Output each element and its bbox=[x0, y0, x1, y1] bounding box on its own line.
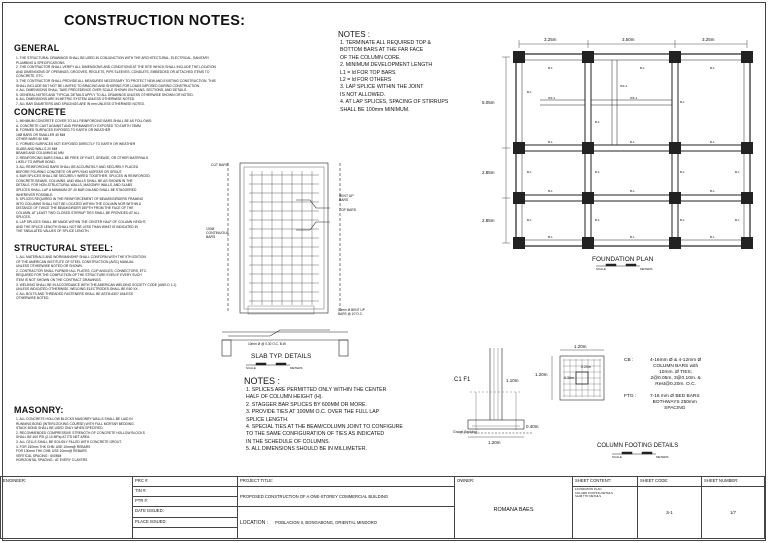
text-line: L1 = ld FOR TOP BARS bbox=[340, 69, 396, 76]
text-line: 2. RECOMMENDED COMPRESSIVE STRENGTH OF CONCRETE HOLLOW BLOCKS bbox=[16, 430, 145, 435]
date-issued-label: DATE ISSUED: bbox=[135, 508, 164, 514]
tin-cell bbox=[133, 487, 238, 497]
text-line: 2. STAGGER BAR SPLICES BY 600MM OR MORE. bbox=[246, 401, 367, 408]
text-line: SHALL BE 100mm MINIMUM. bbox=[340, 106, 410, 113]
prc-cell bbox=[133, 477, 238, 487]
text-line: PLUMBING & SPECIFICATIONS. bbox=[16, 60, 66, 65]
tin-label: TIN #: bbox=[135, 488, 147, 494]
column-footing-section bbox=[460, 348, 532, 437]
beam-tag: B-1 bbox=[710, 140, 715, 144]
text-line: 2@0.05m, 3@0.10m. & bbox=[650, 376, 701, 381]
text-line: UNLESS INDICATED OTHERWISE. WELDING ELECTRODES SHALL BE E60 XX. bbox=[16, 287, 139, 292]
text-line: BEFORE POURING CONCRETE OR APPLYING MORTAR OR GROUT. bbox=[16, 169, 123, 174]
beam-tag: B-1 bbox=[680, 170, 685, 174]
foundation-scale-label: SCALE bbox=[596, 267, 606, 271]
beam-tag: B-1 bbox=[710, 189, 715, 193]
beam-tag: B-1 bbox=[548, 235, 553, 239]
dim-top-3: 3.25m bbox=[702, 37, 715, 42]
text-line: BOTTOM BARS AT THE FAR FACE bbox=[340, 47, 424, 54]
text-line: 5. ALL DIMENSIONS SHOULD BE IN MILLIMETER. bbox=[246, 446, 367, 453]
text-line: SHALL INCLUDE BUT NOT BE LIMITED TO BRACING AND SHORING FOR LOADS IMPOSED DURING CONSTRUCTION. bbox=[16, 83, 200, 88]
text-line: INTO COLUMNS SHALL NOT BE LOCATED WITHIN THE COLUMN NOR WITHIN A bbox=[16, 201, 141, 206]
beam-tag: B-1 bbox=[595, 170, 600, 174]
column-footing-title: COLUMN FOOTING DETAILS bbox=[597, 443, 679, 449]
beam-tag: B-1 bbox=[710, 235, 715, 239]
text-line: 3. LAP SPLICE WITHIN THE JOINT bbox=[340, 84, 424, 91]
text-line: THE TABULATED VALUES OF SPLICE LENGTH. bbox=[16, 229, 90, 234]
text-line: HORIZONTAL SPACING : AT EVERY 3 LAYERS bbox=[16, 458, 88, 463]
beam-tag: B-1 bbox=[527, 218, 532, 222]
text-line: 7. ALL BAR DIAMETERS AND SPACINGS ARE IN mm UNLESS OTHERWISE NOTED. bbox=[16, 101, 145, 106]
text-line: CONCRETE BEAMS, COLUMNS, AND WALLS SHALL BE AS SHOWN IN THE bbox=[16, 178, 133, 183]
text-line: 4. SPECIAL TIES AT THE BEAM/COLUMN JOINT TO CONFIGURE bbox=[246, 424, 403, 431]
beam-tag: B-1 bbox=[630, 140, 635, 144]
text-line: 2. REINFORCING BARS SHALL BE FREE OF RUST, GREASE, OR OTHER MATERIALS bbox=[16, 155, 149, 160]
beam-tag: B-1 bbox=[527, 90, 532, 94]
text-line: CONCRETE, ETC. bbox=[16, 74, 44, 79]
column-footing-plan bbox=[552, 350, 604, 400]
text-line: 2. CONTRACTOR SHALL FURNISH ALL PLATES, CLIP ANGLES, CONNECTORS, ETC. bbox=[16, 268, 148, 273]
beam-tag: B-1 bbox=[735, 170, 740, 174]
text-line: ITEM IS NOT SHOWN ON THE CONTRACT DRAWINGS. bbox=[16, 277, 102, 282]
text-line: OF THE AMERICAN INSTITUTE OF STEEL CONSTRUCTION (AISC) MANUAL bbox=[16, 259, 134, 264]
structural-steel-heading: STRUCTURAL STEEL: bbox=[14, 243, 114, 253]
support-bars-label: 10mm Ø BENT UP BARS @ 10"O.C. bbox=[338, 308, 365, 316]
dim-top-2: 3.50m bbox=[622, 37, 635, 42]
engineer-label: ENGINEER: bbox=[3, 478, 27, 483]
sheet-content-label-cell bbox=[573, 477, 638, 487]
text-line: 2. THE CONTRACTOR SHALL VERIFY ALL DIMENSIONS AND CONDITIONS AT THE SITE WHICH SHALL INCLUDE THE LOCATION bbox=[16, 65, 216, 70]
plan-width-dim: 1.20m bbox=[574, 344, 587, 349]
foundation-meters-label: METERS bbox=[640, 267, 653, 271]
beam-tag: B-1 bbox=[680, 218, 685, 222]
slab-meters-label: METERS bbox=[290, 366, 303, 370]
prc-label: PRC #: bbox=[135, 478, 149, 483]
text-line: SLAB TYP. DETAILS bbox=[575, 493, 601, 498]
dim-left-3: 2.85m bbox=[482, 218, 495, 223]
sheet-content-cell bbox=[573, 487, 638, 539]
text-line: STACK BOND SHALL BE USED ONLY WHEN SPECIFIED. bbox=[16, 426, 104, 431]
text-line: BEAMS AND COLUMNS 40 MM bbox=[16, 151, 64, 156]
text-line: 3. THE CONTRACTOR SHALL PROVIDE ALL MEASURES NECESSARY TO PROTECT NEW AND EXISTING CONSTRUCTION. THIS bbox=[16, 78, 216, 83]
ftg-text bbox=[650, 394, 700, 412]
slab-detail-title: SLAB TYP. DETAILS bbox=[251, 353, 312, 360]
text-line: RUNNING BOND (INTERLOCKING COURSE) WITH FULL MORTAR BEDDING. bbox=[16, 421, 135, 426]
text-line: 1. ALL MATERIALS AND WORKMANSHIP SHALL CONFORM WITH THE 9TH EDITION bbox=[16, 255, 146, 259]
ftg-label: FTG : bbox=[624, 394, 637, 399]
text-line: 16Ø BARS OR SMALLER 40 MM bbox=[16, 132, 66, 137]
cb-text bbox=[650, 358, 701, 388]
beam-tag: B-1 bbox=[630, 189, 635, 193]
text-line: 3. WELDING SHALL BE IN ACCORDANCE WITH THE AMERICAN WELDING SOCIETY CODE (AWS D 1.1) bbox=[16, 282, 177, 287]
text-line: AND DIMENSIONS OF OPENINGS, GROOVES, REGLETS, PIPE SLEEVES, CONDUITS, EMBEDDED OR ATTACHED ITEMS TO bbox=[16, 69, 210, 74]
text-line: SPACING bbox=[664, 406, 686, 411]
foundation-scale-bar bbox=[596, 264, 640, 266]
location-value: POBLACION II, BONGABONG, ORIENTAL MINDORO bbox=[275, 519, 378, 525]
foundation-plan-title: FOUNDATION PLAN bbox=[592, 256, 654, 263]
text-line: OTHERWISE NOTED. bbox=[16, 296, 50, 301]
text-line: SHALL BE 400 PSI (2.10 MPa) AT ITS NET AREA. bbox=[16, 435, 91, 440]
place-issued-label: PLACE ISSUED: bbox=[135, 518, 167, 524]
project-title-cell bbox=[238, 487, 455, 507]
project-title-label: PROJECT TITLE: bbox=[240, 478, 274, 483]
text-line: COLUMN FOOTING DETAILS bbox=[575, 490, 613, 495]
text-line: BOTHWAYS 250mm bbox=[652, 400, 697, 405]
beam-tag: B-1 bbox=[548, 66, 553, 70]
gravel-bedding-label: Gravel Bedding bbox=[453, 430, 478, 434]
text-line: SLABS AND WALLS 20 MM bbox=[16, 146, 58, 151]
text-line: COLUMN. AT LEAST TWO CLOSED STIRRUP TIES SHALL BE PROVIDED AT ALL bbox=[16, 210, 140, 215]
beam-tag: B-1 bbox=[595, 120, 600, 124]
beam-tag: B-1 bbox=[527, 170, 532, 174]
general-heading: GENERAL bbox=[14, 43, 60, 53]
beam-tag: B-1 bbox=[548, 140, 553, 144]
slab-scale-bar bbox=[246, 363, 290, 365]
text-line: 5. GENERAL NOTES AND TYPICAL DETAILS APPLY TO ALL DRAWINGS UNLESS OTHERWISE SHOWN OR NOTED. bbox=[16, 92, 194, 97]
text-line: HALF OF COLUMN HEIGHT (H). bbox=[246, 394, 323, 401]
text-line: 1. TERMINATE ALL REQUIRED TOP & bbox=[340, 40, 431, 46]
wall-footing-tag: WF-1 bbox=[548, 96, 556, 100]
continuous-bars-label: 100Ø CONTINUOUS BARS bbox=[206, 227, 229, 239]
cb-label: CB : bbox=[624, 358, 634, 363]
text-line: 4. BAR SPLICES SHALL BE SECURELY WIRED TOGETHER. SPLICES IN REINFORCED bbox=[16, 174, 150, 179]
blank-cell bbox=[133, 527, 238, 538]
text-line: 7-16 mm Ø BED BARS bbox=[650, 394, 700, 399]
text-line: IN THE SCHEDULE OF COLUMNS. bbox=[246, 438, 331, 445]
text-line: SPLICE LENGTH. bbox=[246, 416, 289, 423]
footing-scale-label: SCALE bbox=[612, 455, 622, 459]
text-line: OTHER BARS 50 MM bbox=[16, 137, 49, 142]
text-line: DISTANCE OF TWICE THE BEAM/GIRDER DEPTH FROM THE FACE OF THE bbox=[16, 206, 134, 211]
location-cell bbox=[238, 507, 455, 539]
beam-tag: B-1 bbox=[548, 189, 553, 193]
text-line: B. FORMED SURFACES EXPOSED TO EARTH OR WEATHER bbox=[16, 128, 111, 133]
text-line: UNLESS OTHERWISE NOTED OR SHOWN. bbox=[16, 264, 83, 269]
sheet-number-label: SHEET NUMBER: bbox=[704, 478, 739, 483]
masonry-heading: MASONRY: bbox=[14, 405, 64, 415]
slab-detail-drawing bbox=[222, 163, 348, 356]
page-title: CONSTRUCTION NOTES: bbox=[64, 13, 246, 29]
text-line: COLUMN BARS with bbox=[653, 364, 699, 369]
owner-name: ROMANA BAES bbox=[493, 507, 534, 513]
text-line: SPLICES SHALL LAP A MINIMUM OF 40 BAR DIA AND SHALL BE STAGGERED bbox=[16, 187, 137, 192]
owner-label: OWNER: bbox=[457, 478, 475, 483]
engineer-cell bbox=[1, 477, 133, 539]
sheet-number-cell bbox=[702, 487, 765, 539]
foundation-plan-drawing bbox=[502, 40, 753, 249]
footing-height-dim: 1.10m bbox=[506, 378, 519, 383]
sheet-code-cell bbox=[638, 487, 702, 539]
top-bars-label: TOP BARS bbox=[339, 208, 357, 212]
sheet-code: S-1 bbox=[666, 510, 673, 516]
text-line: REQUIRED FOR THE COMPLETION OF THE STRUCTURE EVEN IF EVERY SUCH bbox=[16, 273, 142, 278]
place-issued-cell bbox=[133, 517, 238, 527]
sheet-number-label-cell bbox=[702, 477, 765, 487]
beam-tag: B-1 bbox=[595, 218, 600, 222]
beam-tag: B-1 bbox=[710, 66, 715, 70]
text-line: 1. MINIMUM CONCRETE COVER TO ALL REINFORCING BARS SHALL BE AS FOLLOWS: bbox=[16, 119, 152, 123]
bent-up-bars-label: BENT UP BARS bbox=[339, 194, 354, 202]
footing-scale-bar bbox=[612, 452, 656, 454]
dim-top-1: 3.25m bbox=[544, 37, 557, 42]
text-line: DETAILS. FOR NON-STRUCTURAL WALLS, MASONRY WALLS, AND SLABS bbox=[16, 183, 133, 188]
footing-meters-label: METERS bbox=[656, 455, 669, 459]
text-line: WHEREVER POSSIBLE. bbox=[16, 192, 54, 197]
wall-footing-tag: WF-1 bbox=[620, 84, 628, 88]
column-size-dim: 0.30m bbox=[564, 376, 574, 380]
wall-footing-tag: WF-1 bbox=[630, 96, 638, 100]
bottom-bars-label: 10mm Ø @ 0.30 O.C. B.W. bbox=[248, 342, 287, 346]
location-label: LOCATION : bbox=[240, 519, 268, 526]
text-line: 3. PROVIDE TIES AT 100MM O.C. OVER THE FULL LAP bbox=[246, 409, 380, 416]
notes-top-heading: NOTES : bbox=[338, 30, 371, 39]
dim-left-1: 5.05m bbox=[482, 100, 495, 105]
text-line: FOR 100mm THK CHB: USE 10mm@ REBARS bbox=[16, 449, 87, 454]
project-title: PROPOSED CONSTRUCTION OF A ONE-STOREY COMMERCIAL BUILDING bbox=[240, 494, 389, 500]
text-line: 1. THE STRUCTURAL DRAWINGS SHALL BE USED IN CONJUNCTION WITH THE ARCHITECTURAL, ELECTRICAL, SANITARY bbox=[16, 56, 210, 60]
text-line: 5. SPLICES REQUIRED IN THE REINFORCEMENT OF BEAMS/GIRDERS FRAMING bbox=[16, 197, 144, 202]
column-width-dim: 0.20m bbox=[581, 365, 591, 369]
text-line: 4. ALL DIMENSIONS SHALL TAKE PRECEDENCE OVER SCALE SHOWN ON PLANS, SECTIONS, AND DETAILS. bbox=[16, 88, 188, 93]
text-line: Rest@0.20m. O.C. bbox=[655, 382, 696, 387]
text-line: 2. MINIMUM DEVELOPMENT LENGTH bbox=[340, 62, 433, 69]
title-block bbox=[0, 476, 764, 539]
beam-tag: B-1 bbox=[735, 218, 740, 222]
slab-scale-label: SCALE bbox=[246, 366, 256, 370]
notes-bottom-heading: NOTES : bbox=[244, 376, 281, 386]
text-line: 4-16mm Ø & 4-12mm Ø bbox=[650, 358, 702, 363]
text-line: 6. ALL DIMENSIONS ARE IN METRIC SYSTEM UNLESS OTHERWISE NOTED. bbox=[16, 97, 136, 102]
date-issued-cell bbox=[133, 507, 238, 517]
sheet-code-label-cell bbox=[638, 477, 702, 487]
beam-tag: B-1 bbox=[640, 66, 645, 70]
text-line: C. FORMED SURFACES NOT EXPOSED DIRECTLY TO EARTH OR WEATHER bbox=[16, 141, 136, 146]
text-line: 1. SPLICES ARE PERMITTED ONLY WITHIN THE CENTER bbox=[246, 387, 387, 393]
text-line: VERTICAL SPACING : 600MM bbox=[16, 453, 62, 458]
text-line: IS NOT ALLOWED. bbox=[340, 91, 386, 98]
text-line: 6. LAP SPLICES SHALL BE MADE WITHIN THE CENTER HALF OF COLUMN HEIGHT, bbox=[16, 220, 147, 225]
text-line: 3. ALL CELLS SHALL BE SOLIDLY FILLED WITH CONCRETE GROUT. bbox=[16, 439, 122, 444]
dim-left-2: 2.85m bbox=[482, 170, 495, 175]
plan-height-dim: 1.20m bbox=[535, 372, 548, 377]
beam-tag: B-1 bbox=[680, 100, 685, 104]
text-line: SPLICES. bbox=[16, 215, 31, 220]
text-line: OF THE COLUMN CORE. bbox=[340, 54, 401, 61]
ptr-cell bbox=[133, 497, 238, 507]
cut-bars-label: CUT BARS bbox=[211, 163, 229, 167]
sheet-number: 1/7 bbox=[730, 510, 736, 516]
sheet-code-label: SHEET CODE: bbox=[640, 478, 669, 483]
text-line: FOUNDATION PLAN bbox=[575, 487, 602, 492]
beam-tag: B-1 bbox=[630, 235, 635, 239]
text-line: AND THE SPLICE LENGTH SHALL NOT BE LESS THAN WHAT IS INDICATED IN bbox=[16, 224, 138, 229]
text-line: 4. AT LAP SPLICES, SPACING OF STIRRUPS bbox=[340, 99, 449, 106]
owner-cell bbox=[455, 477, 573, 539]
text-line: A. CONCRETE CAST AGAINST AND PERMANENTLY EXPOSED TO EARTH 75MM bbox=[16, 123, 141, 128]
sheet-content-label: SHEET CONTENT: bbox=[575, 478, 611, 483]
text-line: 4. ALL BOLTS AND THREADED FASTENERS SHALL BE ASTM A307 UNLESS bbox=[16, 291, 133, 296]
footing-width-dim: 1.20m bbox=[488, 440, 501, 445]
sheet-content-list bbox=[575, 488, 635, 498]
concrete-heading: CONCRETE bbox=[14, 107, 67, 117]
text-line: LIKELY TO IMPAIR BOND. bbox=[16, 160, 56, 165]
text-line: 4. FOR 150mm THK CHB: USE 10mm@ REBARS bbox=[16, 444, 91, 449]
text-line: 1. ALL CONCRETE HOLLOW BLOCKS MASONRY WALLS SHALL BE LAID IN bbox=[16, 417, 133, 421]
footing-depth-dim: 0.40m bbox=[526, 424, 539, 429]
project-title-label-cell bbox=[238, 477, 455, 487]
footing-tag: C1 F1 bbox=[454, 377, 471, 383]
ptr-label: PTR #: bbox=[135, 498, 149, 504]
text-line: 3. ALL REINFORCING BARS SHALL BE ACCURATELY AND SECURELY PLACED bbox=[16, 164, 139, 169]
text-line: 10mm. Ø TIES; bbox=[659, 370, 693, 375]
text-line: TO THE SAME CONFIGURATION OF TIES AS INDICATED bbox=[246, 431, 385, 438]
text-line: L2 = ld FOR OTHERS bbox=[340, 77, 392, 84]
